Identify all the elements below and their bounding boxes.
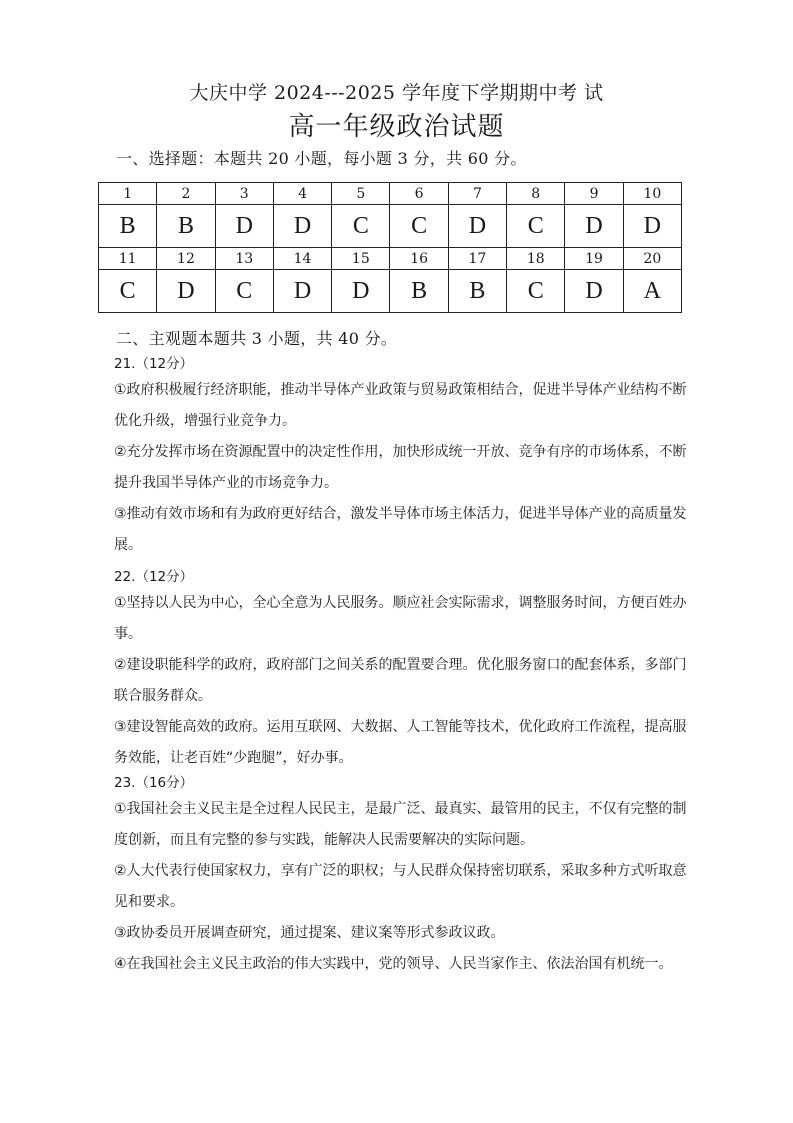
question-label: 23.（16分）	[114, 775, 194, 791]
answer-cell: D	[157, 270, 215, 313]
answer-cell: B	[157, 205, 215, 248]
question-number: 3	[215, 183, 273, 205]
answer-point: ①我国社会主义民主是全过程人民民主，是最广泛、最真实、最管用的民主，不仅有完整的制度创新，而且有完整的参与实践，能解决人民需要解决的实际问题。	[114, 801, 687, 848]
answer-row	[99, 205, 682, 248]
answer-cell: D	[623, 205, 681, 248]
answer-point: ③政协委员开展调查研究，通过提案、建议案等形式参政议政。	[114, 925, 505, 941]
question-number: 11	[99, 248, 157, 270]
answer-cell: D	[565, 270, 623, 313]
question-number: 1	[99, 183, 157, 205]
answer-cell: C	[99, 270, 157, 313]
answer-cell: D	[215, 205, 273, 248]
answer-cell: D	[332, 270, 390, 313]
answer-cell: D	[273, 205, 331, 248]
exam-title: 高一年级政治试题	[288, 112, 505, 142]
answer-point: ②建设职能科学的政府，政府部门之间关系的配置要合理。优化服务窗口的配套体系，多部门联合服务群众。	[114, 657, 687, 704]
question-number: 16	[390, 248, 448, 270]
question-number: 5	[332, 183, 390, 205]
section1-heading: 一、选择题：本题共 20 小题，每小题 3 分，共 60 分。	[116, 149, 527, 168]
question-label: 21.（12分）	[114, 356, 194, 372]
question-number: 13	[215, 248, 273, 270]
question-number: 2	[157, 183, 215, 205]
question-number: 4	[273, 183, 331, 205]
answer-cell: B	[99, 205, 157, 248]
question-number-row	[99, 183, 682, 205]
answer-point: ③建设智能高效的政府。运用互联网、大数据、人工智能等技术，优化政府工作流程，提高服务效能，让老百姓“少跑腿”，好办事。	[114, 719, 687, 766]
question-22	[114, 567, 694, 774]
question-number: 20	[623, 248, 681, 270]
question-number: 14	[273, 248, 331, 270]
answer-cell: D	[448, 205, 506, 248]
answer-cell: A	[623, 270, 681, 313]
answer-cell: C	[390, 205, 448, 248]
answer-cell: C	[507, 270, 565, 313]
question-label: 22.（12分）	[114, 569, 194, 585]
question-number: 12	[157, 248, 215, 270]
answer-point: ①政府积极履行经济职能，推动半导体产业政策与贸易政策相结合，促进半导体产业结构不断优化升级，增强行业竞争力。	[114, 382, 687, 429]
question-number: 6	[390, 183, 448, 205]
question-number: 18	[507, 248, 565, 270]
question-number-row	[99, 248, 682, 270]
question-number: 8	[507, 183, 565, 205]
answer-table	[98, 182, 682, 313]
answer-point: ②人大代表行使国家权力，享有广泛的职权；与人民群众保持密切联系，采取多种方式听取意见和要求。	[114, 863, 687, 910]
question-number: 9	[565, 183, 623, 205]
answer-row	[99, 270, 682, 313]
question-number: 7	[448, 183, 506, 205]
question-23	[114, 773, 694, 980]
answer-cell: B	[448, 270, 506, 313]
answer-cell: D	[565, 205, 623, 248]
question-number: 15	[332, 248, 390, 270]
question-21	[114, 354, 694, 561]
answer-point: ①坚持以人民为中心，全心全意为人民服务。顺应社会实际需求，调整服务时间，方便百姓办事。	[114, 595, 687, 642]
answer-cell: B	[390, 270, 448, 313]
section2-heading: 二、主观题本题共 3 小题，共 40 分。	[116, 329, 398, 348]
answer-cell: C	[507, 205, 565, 248]
question-number: 17	[448, 248, 506, 270]
answer-cell: D	[273, 270, 331, 313]
question-number: 19	[565, 248, 623, 270]
answer-point: ④在我国社会主义民主政治的伟大实践中，党的领导、人民当家作主、依法治国有机统一。	[114, 956, 673, 972]
answer-cell: C	[215, 270, 273, 313]
school-title: 大庆中学 2024---2025 学年度下学期期中考 试	[189, 82, 604, 104]
question-number: 10	[623, 183, 681, 205]
answer-point: ③推动有效市场和有为政府更好结合，激发半导体市场主体活力，促进半导体产业的高质量发展。	[114, 506, 687, 553]
answer-cell: C	[332, 205, 390, 248]
answer-point: ②充分发挥市场在资源配置中的决定性作用，加快形成统一开放、竞争有序的市场体系，不断提升我国半导体产业的市场竞争力。	[114, 444, 687, 491]
